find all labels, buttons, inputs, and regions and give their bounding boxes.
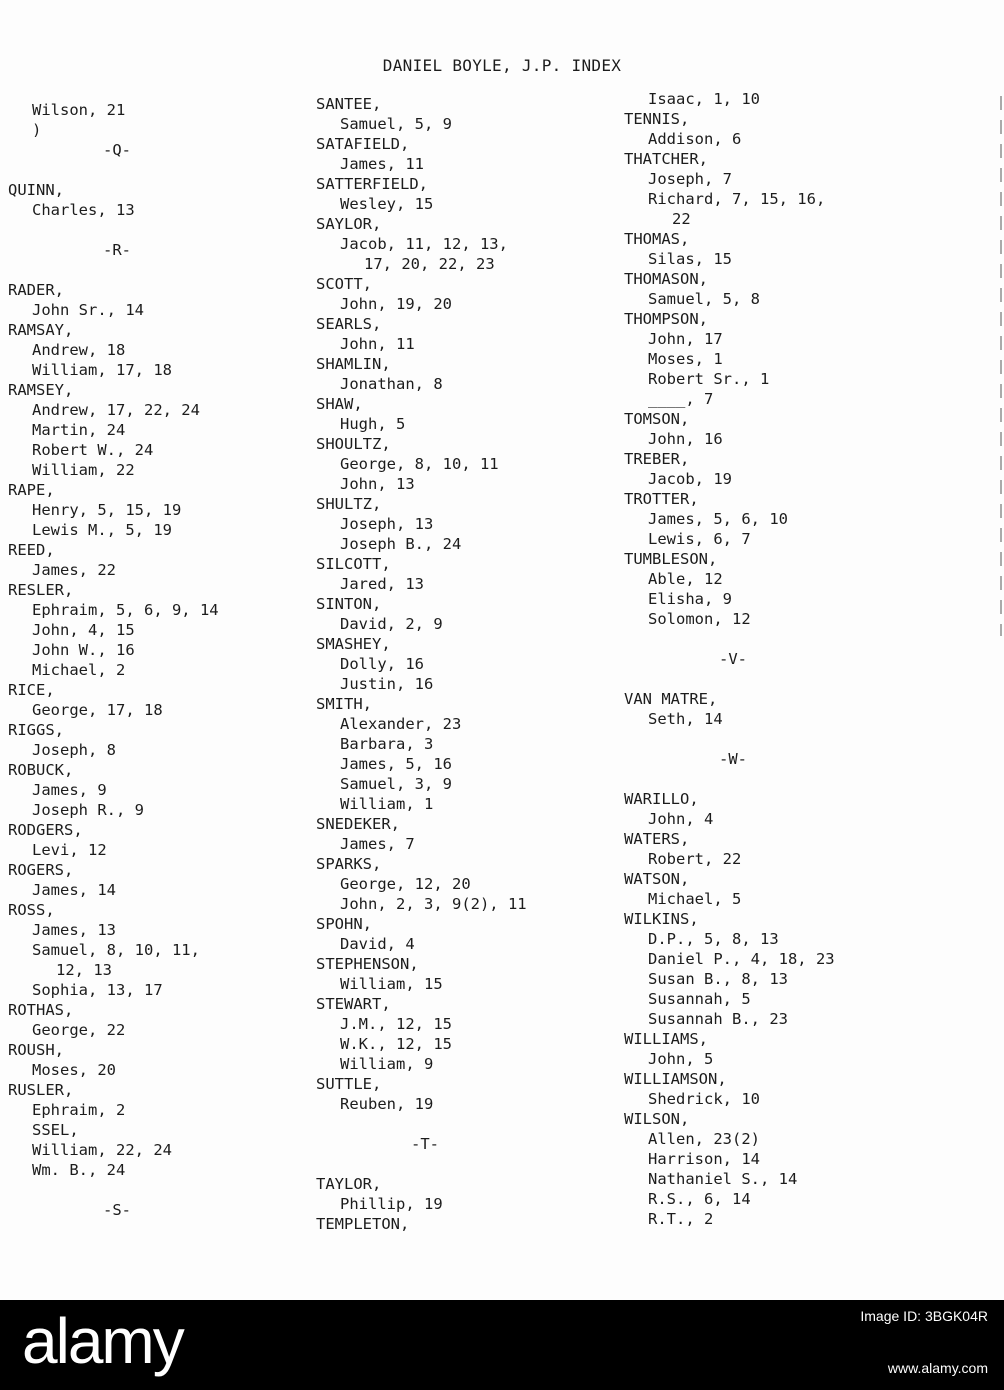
watermark-image-id: Image ID: 3BGK04R	[860, 1308, 988, 1324]
index-entry: Jared, 13	[340, 575, 424, 593]
index-surname: STEWART,	[316, 995, 391, 1013]
index-entry: John, 13	[340, 475, 415, 493]
index-entry: James, 9	[32, 781, 107, 799]
section-letter: -S-	[103, 1201, 131, 1219]
section-letter: -W-	[719, 750, 747, 768]
index-entry: Henry, 5, 15, 19	[32, 501, 182, 519]
index-surname: TUMBLESON,	[624, 550, 718, 568]
index-surname: WILKINS,	[624, 910, 699, 928]
index-surname: TEMPLETON,	[316, 1215, 410, 1233]
index-column-2	[316, 94, 527, 1234]
page-title: DANIEL BOYLE, J.P. INDEX	[382, 56, 622, 75]
index-entry: R.T., 2	[648, 1210, 714, 1228]
index-entry: SSEL,	[32, 1121, 79, 1139]
index-entry: Samuel, 3, 9	[340, 775, 452, 793]
index-entry: Charles, 13	[32, 201, 135, 219]
spacer	[624, 629, 835, 649]
index-entry: George, 22	[32, 1021, 126, 1039]
index-entry: David, 4	[340, 935, 415, 953]
index-entry: James, 5, 6, 10	[648, 510, 788, 528]
index-surname: THATCHER,	[624, 150, 708, 168]
index-surname: SUTTLE,	[316, 1075, 382, 1093]
index-entry: Michael, 2	[32, 661, 126, 679]
index-entry: Lewis, 6, 7	[648, 530, 751, 548]
index-entry: Addison, 6	[648, 130, 742, 148]
spacer	[8, 220, 219, 240]
section-letter: -V-	[719, 650, 747, 668]
index-surname: RICE,	[8, 681, 55, 699]
index-surname: THOMPSON,	[624, 310, 708, 328]
index-surname: SATAFIELD,	[316, 135, 410, 153]
index-entry: Jacob, 19	[648, 470, 732, 488]
index-entry: Silas, 15	[648, 250, 732, 268]
index-surname: SCOTT,	[316, 275, 372, 293]
index-entry: Joseph, 7	[648, 170, 732, 188]
section-letter: -T-	[411, 1135, 439, 1153]
index-entry: Shedrick, 10	[648, 1090, 760, 1108]
index-entry: Samuel, 8, 10, 11,	[32, 941, 200, 959]
index-entry: )	[32, 121, 42, 139]
index-entry: Moses, 20	[32, 1061, 116, 1079]
index-surname: ROUSH,	[8, 1041, 64, 1059]
index-entry: Phillip, 19	[340, 1195, 443, 1213]
spacer	[624, 669, 835, 689]
index-entry: Harrison, 14	[648, 1150, 760, 1168]
index-entry: Jacob, 11, 12, 13,	[340, 235, 508, 253]
index-surname: WATSON,	[624, 870, 690, 888]
index-entry: Robert, 22	[648, 850, 742, 868]
index-entry: Andrew, 18	[32, 341, 126, 359]
index-surname: RESLER,	[8, 581, 74, 599]
index-surname: SPARKS,	[316, 855, 382, 873]
index-surname: SHOULTZ,	[316, 435, 391, 453]
index-entry: Alexander, 23	[340, 715, 462, 733]
index-entry: Levi, 12	[32, 841, 107, 859]
index-entry: 22	[672, 210, 691, 228]
index-entry: Solomon, 12	[648, 610, 751, 628]
index-surname: RAMSAY,	[8, 321, 74, 339]
index-surname: ROTHAS,	[8, 1001, 74, 1019]
index-entry: Reuben, 19	[340, 1095, 434, 1113]
index-surname: SINTON,	[316, 595, 382, 613]
index-entry: Ephraim, 2	[32, 1101, 126, 1119]
index-entry: Elisha, 9	[648, 590, 732, 608]
index-column-3	[624, 89, 835, 1229]
index-entry: Seth, 14	[648, 710, 723, 728]
index-entry: J.M., 12, 15	[340, 1015, 452, 1033]
index-entry: Moses, 1	[648, 350, 723, 368]
index-entry: Richard, 7, 15, 16,	[648, 190, 826, 208]
index-entry: Lewis M., 5, 19	[32, 521, 172, 539]
index-entry: James, 7	[340, 835, 415, 853]
index-entry: Able, 12	[648, 570, 723, 588]
spacer	[8, 260, 219, 280]
index-entry: William, 17, 18	[32, 361, 172, 379]
index-entry: James, 13	[32, 921, 116, 939]
index-entry: Andrew, 17, 22, 24	[32, 401, 200, 419]
index-surname: SMASHEY,	[316, 635, 391, 653]
spacer	[624, 729, 835, 749]
index-entry: Joseph, 8	[32, 741, 116, 759]
index-entry: Jonathan, 8	[340, 375, 443, 393]
spacer	[8, 160, 219, 180]
index-surname: VAN MATRE,	[624, 690, 718, 708]
index-entry: James, 5, 16	[340, 755, 452, 773]
index-entry: John, 16	[648, 430, 723, 448]
index-entry: John, 4	[648, 810, 714, 828]
index-surname: RADER,	[8, 281, 64, 299]
index-entry: Nathaniel S., 14	[648, 1170, 798, 1188]
index-entry: Martin, 24	[32, 421, 126, 439]
index-entry: John, 4, 15	[32, 621, 135, 639]
index-entry: John, 5	[648, 1050, 714, 1068]
index-surname: QUINN,	[8, 181, 64, 199]
index-entry: William, 22, 24	[32, 1141, 172, 1159]
index-surname: RIGGS,	[8, 721, 64, 739]
spacer	[8, 1180, 219, 1200]
index-entry: William, 22	[32, 461, 135, 479]
index-surname: THOMASON,	[624, 270, 708, 288]
index-entry: James, 14	[32, 881, 116, 899]
index-entry: John, 19, 20	[340, 295, 452, 313]
index-entry: John, 17	[648, 330, 723, 348]
index-entry: William, 9	[340, 1055, 434, 1073]
index-surname: TOMSON,	[624, 410, 690, 428]
index-surname: TREBER,	[624, 450, 690, 468]
index-surname: SHAW,	[316, 395, 363, 413]
index-entry: George, 12, 20	[340, 875, 471, 893]
index-surname: SHAMLIN,	[316, 355, 391, 373]
index-entry: Robert W., 24	[32, 441, 154, 459]
index-surname: SAYLOR,	[316, 215, 382, 233]
index-surname: THOMAS,	[624, 230, 690, 248]
index-entry: Justin, 16	[340, 675, 434, 693]
index-surname: ROBUCK,	[8, 761, 74, 779]
index-column-1	[8, 100, 219, 1220]
index-entry: 17, 20, 22, 23	[364, 255, 495, 273]
index-entry: John, 2, 3, 9(2), 11	[340, 895, 527, 913]
index-entry: Joseph B., 24	[340, 535, 462, 553]
index-entry: Isaac, 1, 10	[648, 90, 760, 108]
index-entry: Joseph R., 9	[32, 801, 144, 819]
index-entry: Wesley, 15	[340, 195, 434, 213]
index-entry: George, 17, 18	[32, 701, 163, 719]
index-surname: WATERS,	[624, 830, 690, 848]
index-entry: Ephraim, 5, 6, 9, 14	[32, 601, 219, 619]
spacer	[316, 1114, 527, 1134]
watermark-site: www.alamy.com	[887, 1360, 988, 1376]
index-entry: Samuel, 5, 8	[648, 290, 760, 308]
index-entry: Samuel, 5, 9	[340, 115, 452, 133]
spacer	[624, 769, 835, 789]
index-entry: Wilson, 21	[32, 101, 126, 119]
index-entry: William, 15	[340, 975, 443, 993]
index-surname: REED,	[8, 541, 55, 559]
index-entry: John, 11	[340, 335, 415, 353]
index-surname: RODGERS,	[8, 821, 83, 839]
index-surname: SEARLS,	[316, 315, 382, 333]
index-surname: STEPHENSON,	[316, 955, 419, 973]
index-surname: SATTERFIELD,	[316, 175, 428, 193]
index-surname: TENNIS,	[624, 110, 690, 128]
index-entry: Barbara, 3	[340, 735, 434, 753]
index-surname: SNEDEKER,	[316, 815, 400, 833]
index-entry: Sophia, 13, 17	[32, 981, 163, 999]
index-surname: SPOHN,	[316, 915, 372, 933]
index-surname: SANTEE,	[316, 95, 382, 113]
index-entry: Susan B., 8, 13	[648, 970, 788, 988]
index-surname: WILSON,	[624, 1110, 690, 1128]
index-entry: Susannah B., 23	[648, 1010, 788, 1028]
index-entry: George, 8, 10, 11	[340, 455, 499, 473]
index-surname: SILCOTT,	[316, 555, 391, 573]
spacer	[316, 1154, 527, 1174]
index-entry: James, 22	[32, 561, 116, 579]
index-entry: 12, 13	[56, 961, 112, 979]
section-letter: -R-	[103, 241, 131, 259]
index-surname: RAMSEY,	[8, 381, 74, 399]
index-entry: John Sr., 14	[32, 301, 144, 319]
index-entry: James, 11	[340, 155, 424, 173]
index-surname: ROSS,	[8, 901, 55, 919]
section-letter: -Q-	[103, 141, 131, 159]
index-surname: SMITH,	[316, 695, 372, 713]
index-surname: SHULTZ,	[316, 495, 382, 513]
index-entry: R.S., 6, 14	[648, 1190, 751, 1208]
index-entry: Wm. B., 24	[32, 1161, 126, 1179]
index-entry: Susannah, 5	[648, 990, 751, 1008]
index-surname: RUSLER,	[8, 1081, 74, 1099]
index-surname: TAYLOR,	[316, 1175, 382, 1193]
index-entry: Dolly, 16	[340, 655, 424, 673]
watermark-brand: alamy	[22, 1305, 183, 1377]
index-surname: WILLIAMSON,	[624, 1070, 727, 1088]
index-entry: D.P., 5, 8, 13	[648, 930, 779, 948]
index-entry: John W., 16	[32, 641, 135, 659]
index-entry: Allen, 23(2)	[648, 1130, 760, 1148]
index-entry: Robert Sr., 1	[648, 370, 770, 388]
index-entry: ____, 7	[648, 390, 714, 408]
index-entry: William, 1	[340, 795, 434, 813]
index-entry: David, 2, 9	[340, 615, 443, 633]
index-surname: TROTTER,	[624, 490, 699, 508]
index-entry: Daniel P., 4, 18, 23	[648, 950, 835, 968]
scan-edge-mark	[1000, 96, 1002, 636]
index-surname: WILLIAMS,	[624, 1030, 708, 1048]
index-entry: Joseph, 13	[340, 515, 434, 533]
index-surname: RAPE,	[8, 481, 55, 499]
index-entry: Michael, 5	[648, 890, 742, 908]
index-surname: ROGERS,	[8, 861, 74, 879]
index-entry: W.K., 12, 15	[340, 1035, 452, 1053]
index-surname: WARILLO,	[624, 790, 699, 808]
index-entry: Hugh, 5	[340, 415, 406, 433]
